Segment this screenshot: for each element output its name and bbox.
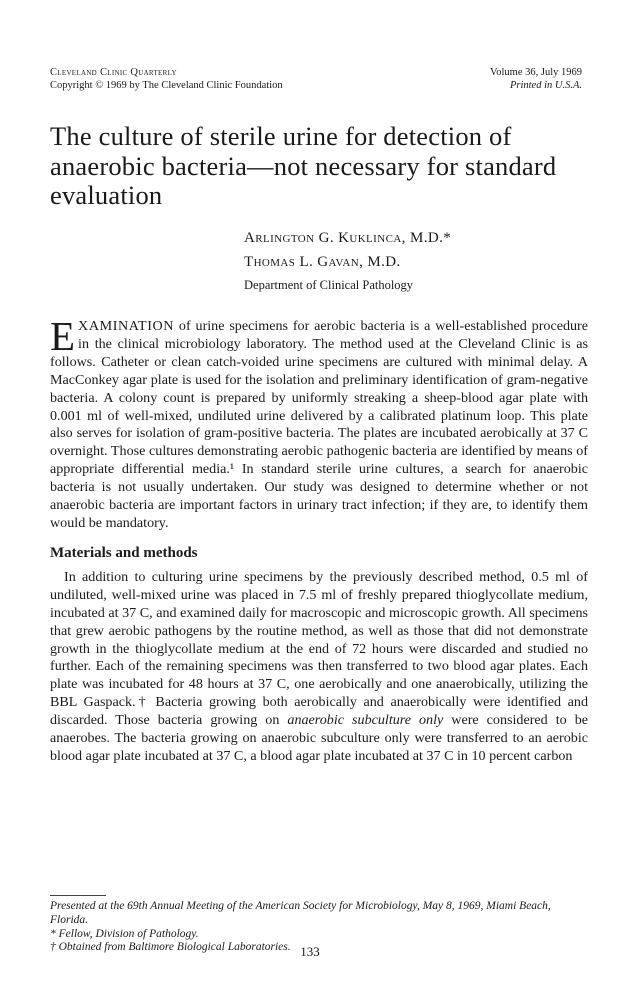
volume-line: Volume 36, July 1969: [490, 67, 582, 78]
running-header-left: [50, 66, 283, 92]
methods-paragraph: [50, 569, 588, 766]
drop-cap: E: [50, 313, 76, 359]
intro-text: of urine specimens for aerobic bacteria is a well-established procedure in the clinical microbiology laboratory. The method used at the Cleveland Clinic is as follows. Catheter or clean catch-voided urine specimens are cultured with minimal delay. A MacConkey agar plate is used for the isolation and preliminary identification of gram-negative bacteria. A colony count is prepared by uniformly streaking a sheep-blood agar plate with 0.001 ml of well-mixed, undiluted urine delivered by a calibrated platinum loop. This plate also serves for isolation of gram-positive bacteria. The plates are incubated aerobically at 37 C overnight. Those cultures demonstrating aerobic pathogenic bacteria are identified by means of appropriate differential media.¹ In standard sterile urine cultures, a search for anaerobic bacteria is not usually undertaken. Our study was designed to determine whether or not anaerobic bacteria are important factors in urinary tract infection; if they are, to identify them would be mandatory.: [50, 318, 588, 531]
copyright-line: Copyright © 1969 by The Cleveland Clinic Foundation: [50, 80, 283, 91]
author-2: Thomas L. Gavan, M.D.: [244, 254, 401, 270]
author-block: [244, 226, 604, 294]
intro-lead-word: XAMINATION: [78, 318, 175, 334]
methods-text-1: In addition to culturing urine specimens by the previously described method, 0.5 ml of undiluted, well-mixed urine was placed in 7.5 ml of freshly prepared thioglycollate medium, incubated at 37 C, and examined daily for macroscopic and microscopic growth. All specimens that grew aerobic pathogens by the routine method, as well as those that did not demonstrate growth in the thioglycollate medium at the end of 72 hours were discarded and studied no further. Each of the remaining specimens was then transferred to two blood agar plates. Each plate was incubated for 48 hours at 37 C, one aerobically and one anaerobically, utilizing the BBL Gaspack.† Bacteria growing both aerobically and anaerobically were identified and discarded. Those bacteria growing on: [50, 568, 588, 729]
journal-name: Cleveland Clinic Quarterly: [50, 67, 177, 78]
section-heading: Materials and methods: [50, 544, 198, 561]
footnote-obtained: † Obtained from Baltimore Biological Laboratories.: [50, 941, 291, 954]
author-1: Arlington G. Kuklinca, M.D.*: [244, 230, 452, 246]
article-title: The culture of sterile urine for detection of anaerobic bacteria—not necessary for standard evaluation: [50, 121, 557, 210]
article-body: [50, 313, 588, 766]
footnote-rule: [50, 895, 106, 896]
running-header-right: [490, 66, 582, 92]
page-number: 133: [300, 944, 320, 959]
footnote-fellow: * Fellow, Division of Pathology.: [50, 927, 199, 940]
methods-text-2: were considered to be anaerobes. The bacteria growing on anaerobic subculture only were transferred to an aerobic blood agar plate incubated at 37 C, a blood agar plate incubated at 37 C in 10 percent carbon: [50, 712, 588, 764]
printed-line: Printed in U.S.A.: [509, 80, 582, 91]
methods-emphasis: anaerobic subculture only: [287, 712, 444, 729]
department: Department of Clinical Pathology: [244, 278, 414, 292]
footnote-presented: Presented at the 69th Annual Meeting of the American Society for Microbiology, May 8, 1969, Miami Beach, Florida.: [50, 900, 551, 926]
intro-paragraph: [50, 313, 588, 533]
